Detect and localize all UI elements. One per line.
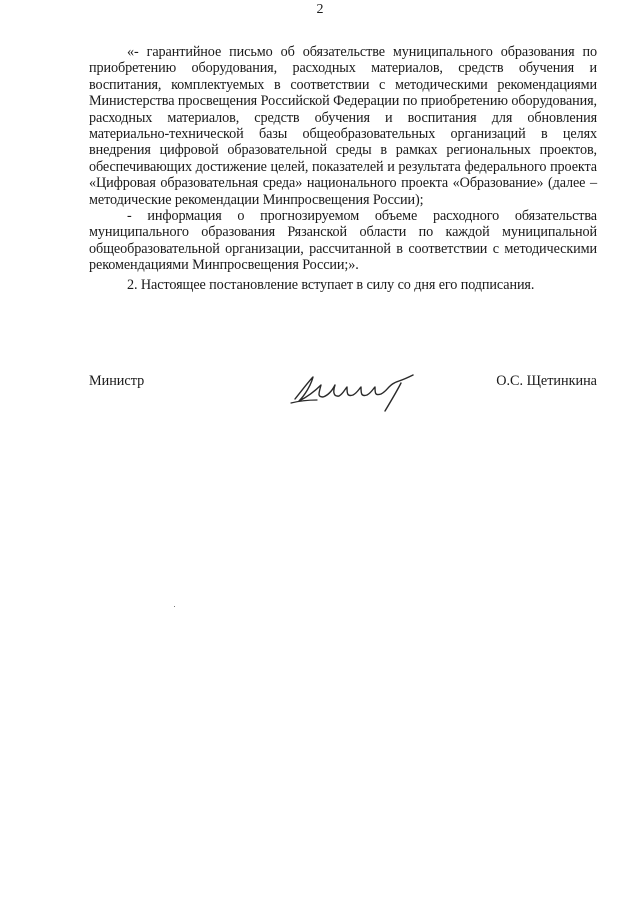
handwritten-signature [289, 367, 419, 413]
signature-block [89, 373, 597, 413]
signatory-title: Министр [89, 373, 145, 389]
signatory-name: О.С. Щетинкина [496, 373, 597, 389]
paragraph-expense-forecast: - информация о прогнозируемом объеме расходного обязательства муниципального образования Рязанской области по каждой муниципальной общеобразовательной организации, рассчитанной в соответствии с методическими рекомендациями Минпросвещения России;». [89, 208, 597, 274]
scan-speck [174, 606, 175, 607]
paragraph-guarantee-letter: «- гарантийное письмо об обязательстве муниципального образования по приобретению оборудования, расходных материалов, средств обучения и воспитания, комплектуемых в соответствии с методическими рекомендациями Министерства просвещения Российской Федерации по приобретению оборудования, расходных материалов, средств обучения и воспитания для обновления материально-технической базы общеобразовательных организаций в целях внедрения цифровой образовательной среды в рамках региональных проектов, обеспечивающих достижение целей, показателей и результата федерального проекта «Цифровая образовательная среда» национального проекта «Образование» (далее – методические рекомендации Минпросвещения России); [89, 44, 597, 208]
page-number: 2 [316, 2, 324, 17]
document-body [89, 44, 597, 293]
paragraph-effective-date: 2. Настоящее постановление вступает в силу со дня его подписания. [127, 276, 535, 293]
